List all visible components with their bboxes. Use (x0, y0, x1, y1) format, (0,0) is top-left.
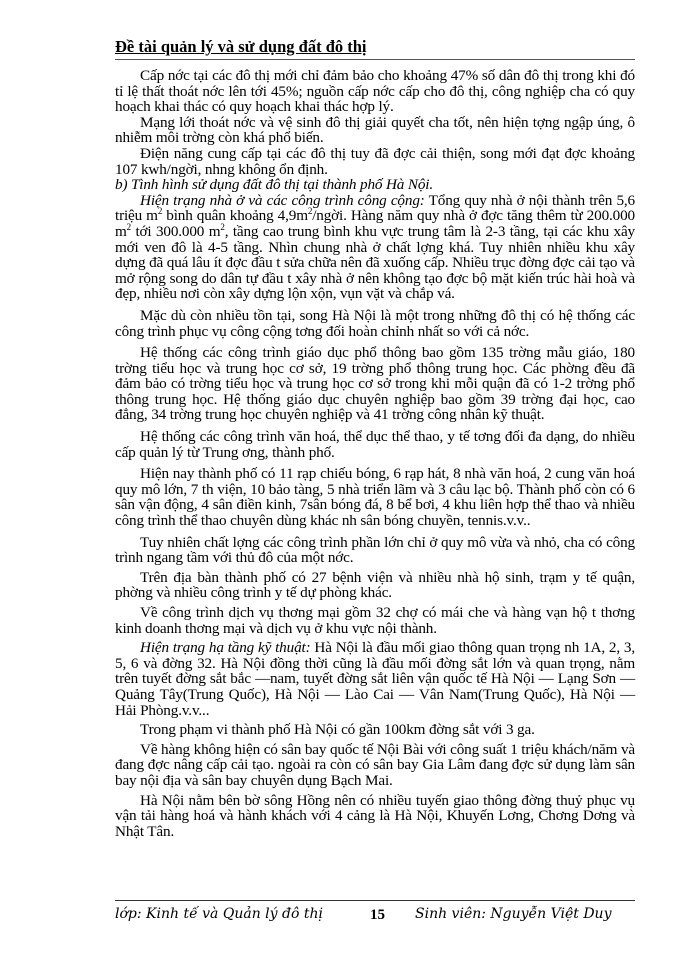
section-heading-b: b) Tình hình sử dụng đất đô thị tại thành phố Hà Nội. (115, 176, 434, 194)
document-body (115, 68, 635, 839)
superscript: 2 (307, 206, 313, 217)
page-number: 15 (370, 907, 385, 923)
paragraph-water-supply: Cấp nớc tại các đô thị mới chỉ đảm bảo cho khoảng 47% số dân đô thị trong khi đó tỉ lệ thất thoát nớc lên tới 45%; nguồn cấp nớc cấp cho đô thị, công nghiệp cha có quy hoạch khai thác có quy hoạch khai thác hợp lý. (115, 67, 635, 116)
paragraph-waterway: Hà Nội nằm bên bờ sông Hồng nên có nhiều tuyến giao thông đờng thuỷ phục vụ vận tải hàng hoá và hành khách với 4 cảng là Hà Nội, Khuyến Lơng, Chơng Dơng và Nhật Tân. (115, 791, 635, 840)
paragraph-health: Trên địa bàn thành phố có 27 bệnh viện và nhiều nhà hộ sinh, trạm y tế quận, phờng và nhiều công trình y tế dự phòng khác. (115, 568, 635, 602)
paragraph-quality: Tuy nhiên chất lợng các công trình phần lớn chỉ ở quy mô vừa và nhỏ, cha có công trình ngang tầm với thủ đô của một nớc. (115, 533, 635, 567)
superscript: 2 (220, 221, 225, 232)
housing-text-d: tới 300.000 m (131, 222, 221, 240)
paragraph-housing (115, 193, 635, 302)
superscript: 2 (126, 221, 132, 232)
housing-text-a: Tổng quy nhà ở nội thành trên 5,6 triệu m (115, 191, 635, 225)
header-title: Đề tài quản lý và sử dụng đất đô thị (115, 37, 367, 56)
housing-text-b: bình quân khoảng 4,9m (162, 207, 308, 225)
footer-class-label: lớp: Kinh tế và Quản lý đô thị (115, 906, 323, 922)
paragraph-facilities: Hiện nay thành phố có 11 rạp chiếu bóng, 6 rạp hát, 8 nhà văn hoá, 2 cung văn hoá quy mô lớn, 7 th viện, 10 bảo tàng, 5 nhà triển lãm và 3 câu lạc bộ. Thành phố còn có 6 sân vận động, 4 sân điền kinh, 7sân bóng đá, 8 bể bơi, 4 khu liên hợp thể thao và nhiều công trình thể thao chuyên dùng khác nh sân bóng chuyền, tennis.v.v.. (115, 465, 635, 530)
superscript: 2 (157, 206, 163, 217)
paragraph-electricity: Điện năng cung cấp tại các đô thị tuy đã đợc cải thiện, song mới đạt đợc khoảng 107 kwh/ngời, nhng không ổn định. (115, 144, 635, 178)
paragraph-railway: Trong phạm vi thành phố Hà Nội có gần 100km đờng sắt với 3 ga. (140, 721, 535, 739)
paragraph-culture-sports: Hệ thống các công trình văn hoá, thể dục thể thao, y tế tơng đối đa dạng, do nhiều cấp quản lý từ Trung ơng, thành phố. (115, 428, 635, 461)
infrastructure-text: Hà Nội là đầu mối giao thông quan trọng nh 1A, 2, 3, 5, 6 và đờng 32. Hà Nội đồng thời cũng là đầu mối đờng sắt lớn và quan trọng, nằm trên tuyết đờng sắt bắc —nam, tuyết đờng sắt liên vận quốc tế Hà Nội — Lạng Sơn — Quảng Tây(Trung Quốc), Hà Nội — Lào Cai — Vân Nam(Trung Quốc), Hà Nội — Hải Phòng.v.v... (115, 639, 635, 719)
page-footer (115, 900, 635, 927)
paragraph-aviation: Về hàng không hiện có sân bay quốc tế Nội Bài với công suất 1 triệu khách/năm và đang đợc nâng cấp cải tạo. ngoài ra còn có sân bay Gia Lâm đang đợc sử dụng làm sân bay nội địa và sân bay chuyên dụng Bạch Mai. (115, 740, 635, 789)
paragraph-commerce: Về công trình dịch vụ thơng mại gồm 32 chợ có mái che và hàng vạn hộ t thơng kinh doanh thơng mại và dịch vụ ở khu vực nội thành. (115, 604, 635, 637)
paragraph-drainage: Mạng lới thoát nớc và vệ sinh đô thị giải quyết cha tốt, nên hiện tợng ngập úng, ô nhiễm môi trờng còn khá phổ biến. (115, 113, 635, 147)
housing-label: Hiện trạng nhà ở và các công trình công cộng: (140, 191, 425, 209)
housing-text-c: /ngời. Hàng năm quy nhà ở đợc tăng thêm từ 200.000 m (115, 207, 635, 240)
footer-student-name: Sinh viên: Nguyễn Việt Duy (415, 906, 612, 922)
infrastructure-label: Hiện trạng hạ tầng kỹ thuật: (140, 639, 311, 657)
page-header (115, 37, 635, 60)
paragraph-education: Hệ thống các công trình giáo dục phổ thông bao gồm 135 trờng mẫu giáo, 180 trờng tiểu học và trung học cơ sở, 19 trờng phổ thông trung học. Các phờng đều đã đảm bảo có trờng tiểu học và trung học cơ sở trong khi mỗi quận đã có 1-2 trờng phổ thông trung học. Hệ thống giáo dục chuyên nghiệp bao gồm 39 trờng đại học, cao đẳng, 34 trờng trung học chuyên nghiệp và 41 trờng công nhân kỹ thuật. (115, 344, 635, 424)
paragraph-public-works: Mặc dù còn nhiều tồn tại, song Hà Nội là một trong những đô thị có hệ thống các công trình phục vụ công cộng tơng đối hoàn chỉnh nhất so với cả nớc. (115, 306, 635, 340)
housing-text-e: , tầng cao trung bình khu vực trung tâm là 2-3 tầng, tại các khu xây mới ven đô là 4-5 tầng. Nhìn chung nhà ở chất lợng khá. Tuy nhiên nhiều khu xây dựng đã quá lâu ít đợc đầu t sửa chữa nên đã xuống cấp. Nhiều trục đờng đợc cải tạo và mở rộng song do dân tự đầu t xây nhà ở nên không tạo đợc bộ mặt kiến trúc hài hoà và đẹp, nhiều nơi còn xây dựng lộn xộn, vụn vặt và chắp vá. (115, 222, 636, 303)
paragraph-infrastructure (115, 640, 635, 718)
